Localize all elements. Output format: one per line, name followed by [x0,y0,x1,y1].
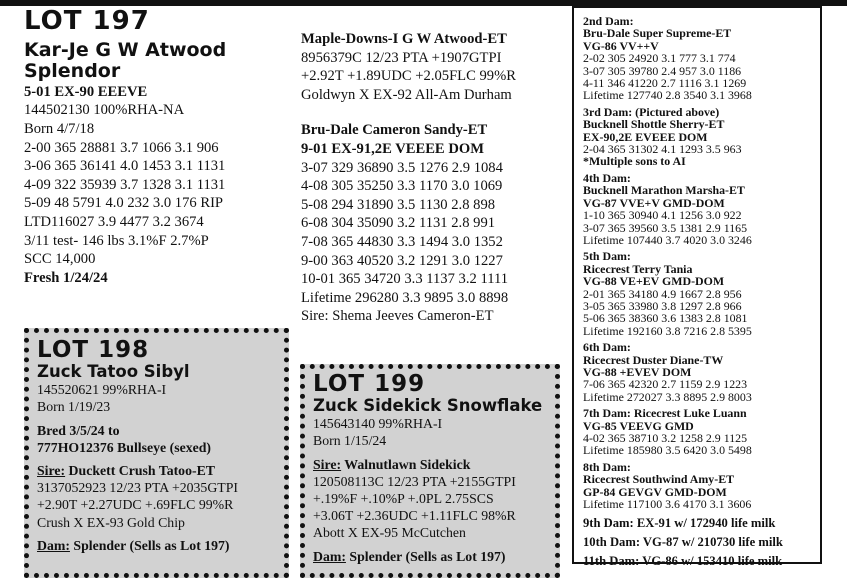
dam-heading: 4th Dam: [583,170,631,185]
dam-record: 2-04 365 31302 4.1 1293 3.5 963 [583,142,742,157]
dam-record: Lifetime 192160 3.8 7216 2.8 5395 [583,323,752,338]
sire-line: +3.06T +2.36UDC +1.11FLC 98%R [313,508,516,524]
dam-heading: Bucknell Shottle Sherry-ET [583,117,725,132]
dam-record: 3-05 365 33980 3.8 1297 2.8 966 [583,298,742,313]
dam-heading: 8th Dam: [583,459,631,474]
lot-197-record: 4-09 322 35939 3.7 1328 3.1 1131 [24,176,226,193]
dam-heading: VG-85 VEEVG GMD [583,418,694,433]
lot-199-registration: 145643140 99%RHA-I [313,416,443,432]
lot-197-record: 3-06 365 36141 4.0 1453 3.1 1131 [24,158,226,175]
sire-name: Walnutlawn Sidekick [341,456,471,472]
lot-197-test: 3/11 test- 146 lbs 3.1%F 2.7%P [24,232,209,249]
dam-note: *Multiple sons to AI [583,154,686,169]
dam-heading: Ricecrest Southwind Amy-ET [583,472,735,487]
dam-section-3 [583,106,820,168]
dam-heading: Ricecrest Duster Diane-TW [583,352,724,367]
sire-line: Abott X EX-95 McCutchen [313,525,466,541]
lot-198-cow-name: Zuck Tatoo Sibyl [37,362,190,381]
dam-record: 7-06 365 42320 2.7 1159 2.9 1223 [583,377,748,392]
sire-label: Sire: [313,456,342,472]
dam-section-5 [583,250,820,337]
dam-heading: Bru-Dale Super Supreme-ET [583,26,732,41]
later-dam-line: 9th Dam: EX-91 w/ 172940 life milk [583,516,776,531]
lot-198-born: Born 1/19/23 [37,399,111,415]
dam-record: 1-10 365 30940 4.1 1256 3.0 922 [583,208,742,223]
dam-heading: 5th Dam: [583,249,631,264]
lot-197-classification: 5-01 EX-90 EEEVE [24,83,148,100]
maternal-pedigree-box [572,6,822,569]
dam-sire: Sire: Shema Jeeves Cameron-ET [301,308,494,325]
dam-classification: 9-01 EX-91,2E VEEEE DOM [301,140,484,157]
lot-197-record: 5-09 48 5791 4.0 232 3.0 176 RIP [24,195,224,212]
dam-record: Lifetime 117100 3.6 4170 3.1 3606 [583,497,752,512]
lot-197-registration: 144502130 100%RHA-NA [24,102,185,119]
dam-record: Lifetime 272027 3.3 8895 2.9 8003 [583,389,752,404]
dam-record: 2-02 305 24920 3.1 777 3.1 774 [583,51,736,66]
dam-heading: VG-88 +EVEV DOM [583,364,692,379]
sire-line: 120508113C 12/23 PTA +2155GTPI [313,473,516,489]
lot-197-cow-name: Kar-Je G W Atwood Splendor [24,39,227,82]
dam-record: 9-00 363 40520 3.2 1291 3.0 1227 [301,252,503,269]
lot-198-bred: Bred 3/5/24 to [37,422,120,438]
dam-heading: VG-86 VV++V [583,38,659,53]
dam-record: 7-08 365 44830 3.3 1494 3.0 1352 [301,233,503,250]
dam-section-4 [583,172,820,246]
lot-199-dam [313,548,547,565]
lot-199-born: Born 1/15/24 [313,433,387,449]
lot-197-label: LOT 197 [24,6,150,36]
sire-line: +.19%F +.10%P +.0PL 2.75SCS [313,490,494,506]
lot-198-label: LOT 198 [37,337,150,363]
dam-record: 3-07 365 39560 3.5 1381 2.9 1165 [583,220,748,235]
dam-record: 5-08 294 31890 3.5 1130 2.8 898 [301,196,496,213]
dam-record: 2-01 365 34180 4.9 1667 2.8 956 [583,286,742,301]
lot-198-box [24,328,289,578]
sire-line: Crush X EX-93 Gold Chip [37,514,185,530]
lot-197-pedigree [301,30,571,326]
sire-line: Goldwyn X EX-92 All-Am Durham [301,86,512,103]
sire-name: Maple-Downs-I G W Atwood-ET [301,31,507,47]
lot-198-dam [37,537,276,554]
dam-record: 4-02 365 38710 3.2 1258 2.9 1125 [583,431,748,445]
later-dam-line: 10th Dam: VG-87 w/ 210730 life milk [583,535,783,550]
lot-199-cow-name: Zuck Sidekick Snowflake [313,396,543,415]
dam-record: Lifetime 127740 2.8 3540 3.1 3968 [583,88,752,103]
dam-record: 6-08 304 35090 3.2 1131 2.8 991 [301,215,496,232]
lot-197-born: Born 4/7/18 [24,120,95,137]
dam-heading: 3rd Dam: (Pictured above) [583,104,720,119]
dam-record: 4-08 305 35250 3.3 1170 3.0 1069 [301,178,503,195]
dam-text: Splender (Sells as Lot 197) [345,548,506,564]
dam-heading: Ricecrest Terry Tania [583,261,693,276]
lot-198-bred-service: 777HO12376 Bullseye (sexed) [37,439,211,455]
dam-heading: 6th Dam: [583,340,631,355]
dam-section-6 [583,341,820,403]
dam-heading: GP-84 GEVGV GMD-DOM [583,484,727,499]
dam-record: Lifetime 185980 3.5 6420 3.0 5498 [583,443,752,458]
lot-197-ltd: LTD116027 3.9 4477 3.2 3674 [24,213,204,230]
dam-record: 3-07 305 39780 2.4 957 3.0 1186 [583,63,742,78]
dam-record: 10-01 365 34720 3.3 1137 3.2 1111 [301,271,509,288]
later-dam-line: 11th Dam: VG-86 w/ 153410 life milk [583,554,783,569]
dam-heading: Bucknell Marathon Marsha-ET [583,183,745,198]
sire-line: 8956379C 12/23 PTA +1907GTPI [301,49,502,66]
sire-line: +2.92T +1.89UDC +2.05FLC 99%R [301,68,516,85]
dam-section-7 [583,407,820,457]
later-dams [583,514,820,571]
dam-heading: 7th Dam: Ricecrest Luke Luann [583,406,747,421]
lot-197-section [24,8,299,287]
sire-name: Duckett Crush Tatoo-ET [65,462,215,478]
dam-section-2 [583,15,820,102]
lot-199-box [300,364,560,578]
dam-heading: VG-88 VE+EV GMD-DOM [583,274,725,289]
dam-record: Lifetime 107440 3.7 4020 3.0 3246 [583,232,752,247]
dam-record: 3-07 329 36890 3.5 1276 2.9 1084 [301,159,503,176]
sire-line: +2.90T +2.27UDC +.69FLC 99%R [37,497,234,513]
dam-lifetime: Lifetime 296280 3.3 9895 3.0 8898 [301,289,509,306]
dam-section-8 [583,461,820,511]
lot-199-label: LOT 199 [313,371,426,397]
dam-record: 5-06 365 38360 3.6 1383 2.8 1081 [583,311,748,326]
sire-label: Sire: [37,462,66,478]
dam-heading: EX-90,2E EVEEE DOM [583,129,708,144]
lot-197-fresh: Fresh 1/24/24 [24,269,108,286]
dam-name: Bru-Dale Cameron Sandy-ET [301,122,488,139]
dam-record: 4-11 346 41220 2.7 1116 3.1 1269 [583,76,747,91]
dam-text: Splender (Sells as Lot 197) [69,537,230,553]
lot-198-registration: 145520621 99%RHA-I [37,382,167,398]
dam-heading: VG-87 VVE+V GMD-DOM [583,195,725,210]
dam-label: Dam: [37,537,70,553]
dam-label: Dam: [313,548,346,564]
lot-198-sire [37,462,276,479]
dam-heading: 2nd Dam: [583,14,634,28]
lot-197-scc: SCC 14,000 [24,251,96,268]
lot-197-record: 2-00 365 28881 3.7 1066 3.1 906 [24,139,219,156]
lot-199-sire [313,456,547,473]
sire-line: 3137052923 12/23 PTA +2035GTPI [37,480,238,496]
